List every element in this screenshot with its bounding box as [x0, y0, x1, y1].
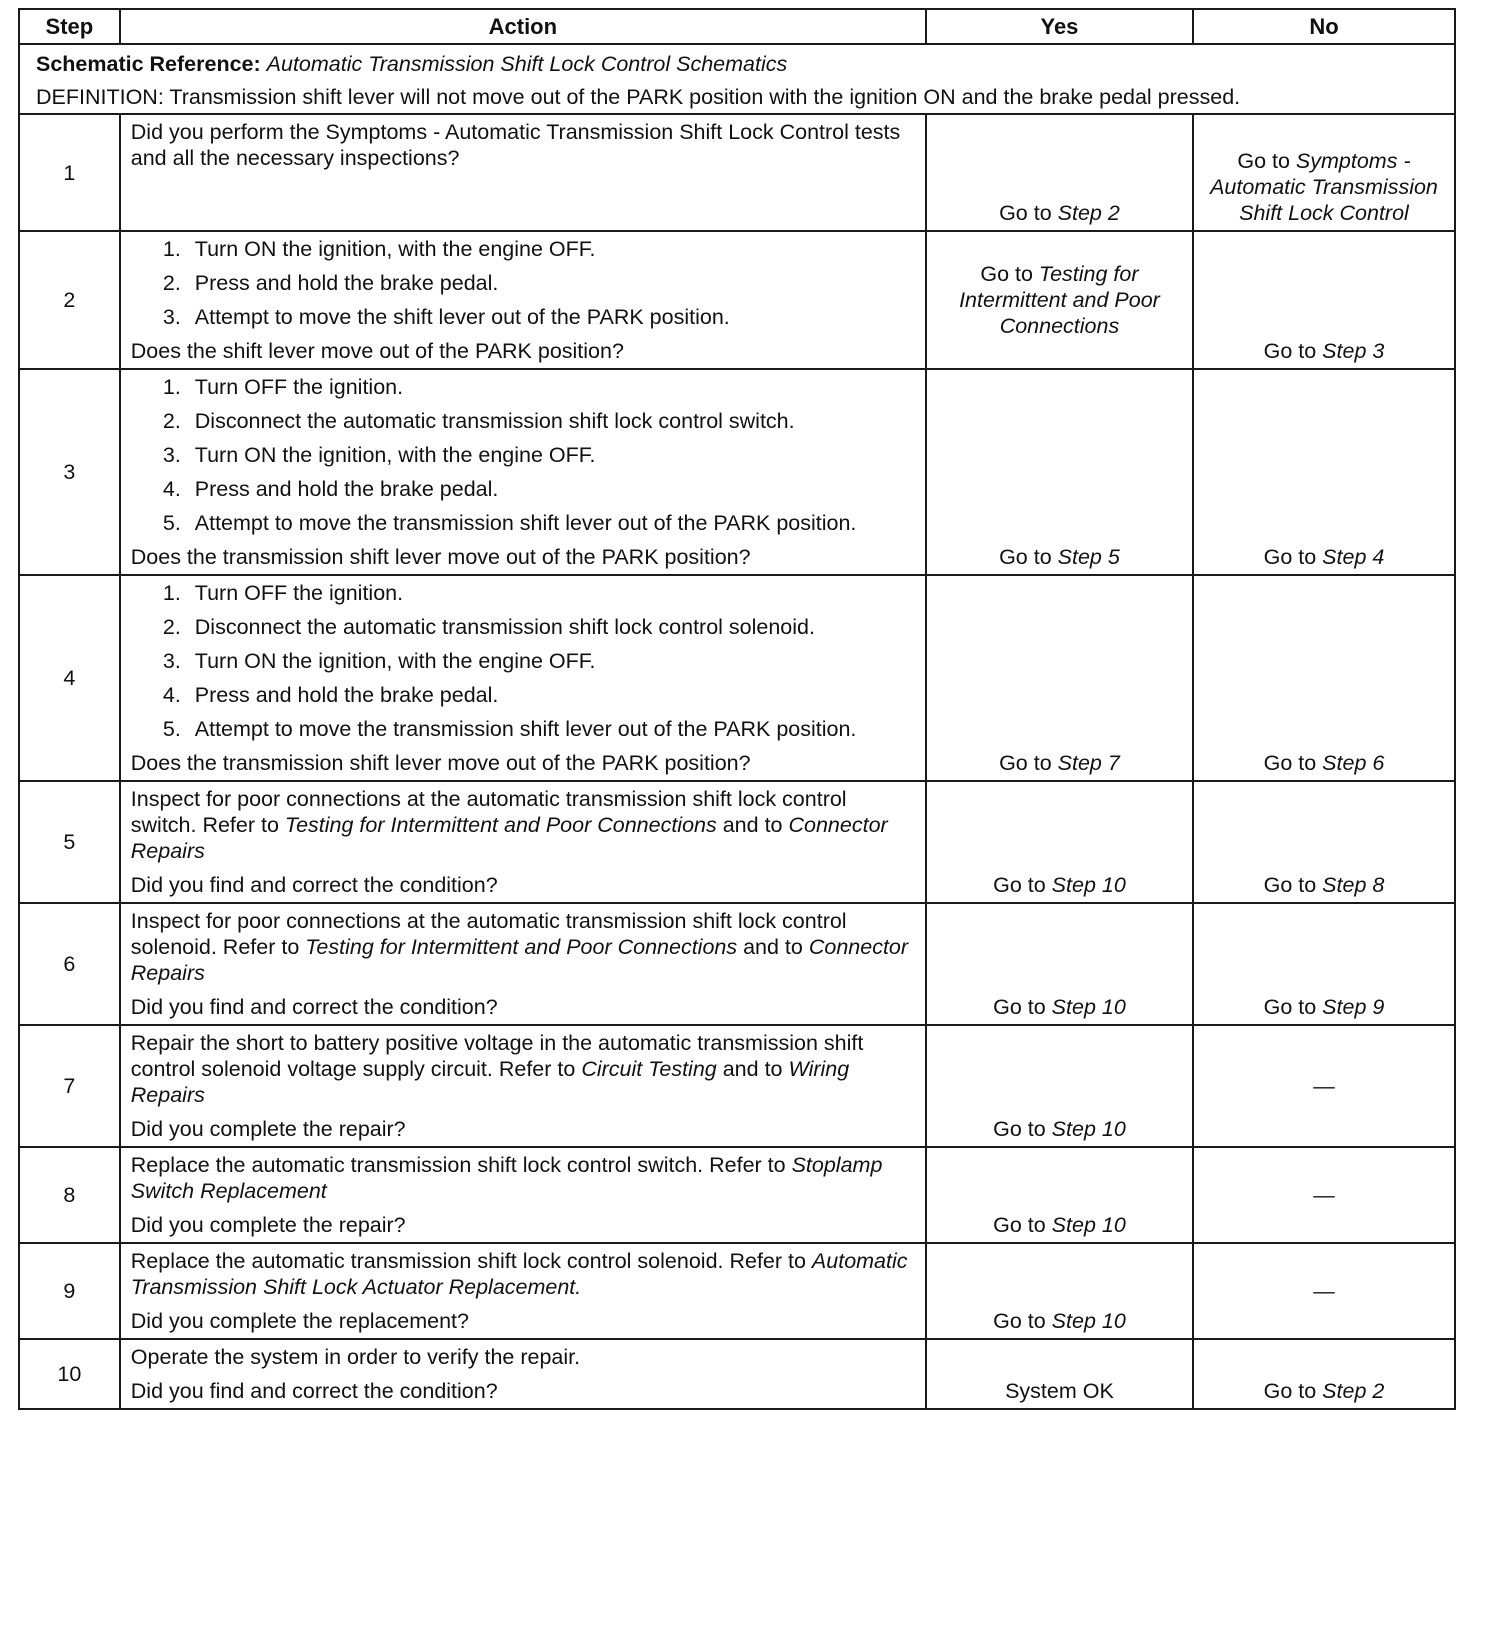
list-item: 4. Press and hold the brake pedal.	[187, 682, 915, 708]
dash-mark: —	[1313, 1074, 1335, 1098]
schematic-reference	[36, 51, 1442, 77]
no-cell	[1193, 1025, 1455, 1147]
action-question: Did you complete the replacement?	[130, 1309, 469, 1333]
step-number: 5	[19, 781, 120, 903]
action-question: Did you find and correct the condition?	[130, 873, 498, 897]
no-prefix: Go to	[1263, 873, 1323, 897]
list-item: 3. Turn ON the ignition, with the engine OFF.	[187, 648, 915, 674]
action-question: Does the transmission shift lever move out of the PARK position?	[130, 545, 751, 569]
header-yes: Yes	[926, 9, 1193, 44]
yes-link[interactable]: Step 10	[1051, 873, 1126, 897]
dash-mark: —	[1313, 1183, 1335, 1207]
list-item: 2. Disconnect the automatic transmission shift lock control solenoid.	[187, 614, 915, 640]
action-question: Did you complete the repair?	[130, 1117, 406, 1141]
yes-cell	[926, 231, 1193, 369]
table-row	[19, 1147, 1455, 1243]
list-item: 5. Attempt to move the transmission shift lever out of the PARK position.	[187, 510, 915, 536]
action-text-b: and to	[737, 935, 809, 959]
diagnostic-table	[18, 8, 1456, 1410]
table-row	[19, 575, 1455, 781]
list-item: 3. Attempt to move the shift lever out of the PARK position.	[187, 304, 915, 330]
action-list	[131, 236, 915, 330]
no-link[interactable]: Step 8	[1322, 873, 1385, 897]
step-number: 10	[19, 1339, 120, 1409]
no-cell	[1193, 1147, 1455, 1243]
step-number: 3	[19, 369, 120, 575]
action-text-a: Repair the short to battery positive voltage in the automatic transmission shift control solenoid voltage supply circuit. Refer to	[130, 1031, 864, 1081]
header-step: Step	[19, 9, 120, 44]
yes-link[interactable]: Step 5	[1057, 545, 1120, 569]
action-text: Did you perform the Symptoms - Automatic Transmission Shift Lock Control tests and all the necessary inspections?	[130, 120, 901, 170]
action-cell	[120, 781, 926, 903]
no-link[interactable]: Step 9	[1322, 995, 1385, 1019]
yes-link[interactable]: Step 10	[1051, 1213, 1126, 1237]
action-cell	[120, 575, 926, 781]
no-cell	[1193, 369, 1455, 575]
action-text-a: Inspect for poor connections at the automatic transmission shift lock control switch. Refer to	[130, 787, 847, 837]
reference-link[interactable]: Connector Repairs	[130, 935, 909, 985]
action-cell	[120, 1243, 926, 1339]
schematic-reference-label: Schematic Reference:	[36, 52, 261, 76]
yes-prefix: Go to	[999, 751, 1058, 775]
action-question: Did you complete the repair?	[130, 1213, 406, 1237]
yes-link[interactable]: Step 10	[1051, 1117, 1126, 1141]
reference-link[interactable]: Stoplamp Switch Replacement	[130, 1153, 883, 1203]
action-text-a: Inspect for poor connections at the automatic transmission shift lock control solenoid. Refer to	[130, 909, 847, 959]
no-prefix: Go to	[1263, 339, 1323, 363]
action-text	[131, 786, 915, 864]
action-cell	[120, 114, 926, 231]
yes-prefix: Go to	[999, 545, 1058, 569]
table-row	[19, 781, 1455, 903]
yes-link[interactable]: Step 10	[1051, 995, 1126, 1019]
action-cell	[120, 1025, 926, 1147]
yes-cell	[926, 781, 1193, 903]
list-item: 5. Attempt to move the transmission shift lever out of the PARK position.	[187, 716, 915, 742]
step-number: 7	[19, 1025, 120, 1147]
yes-cell	[926, 114, 1193, 231]
action-question: Did you find and correct the condition?	[130, 995, 498, 1019]
action-text	[131, 908, 915, 986]
schematic-reference-link[interactable]: Automatic Transmission Shift Lock Control Schematics	[266, 52, 788, 76]
yes-prefix: Go to	[993, 1213, 1052, 1237]
action-text	[131, 1152, 915, 1204]
table-row	[19, 1025, 1455, 1147]
table-row	[19, 1243, 1455, 1339]
reference-row	[19, 44, 1455, 114]
action-cell	[120, 231, 926, 369]
no-cell	[1193, 114, 1455, 231]
table-row	[19, 114, 1455, 231]
no-cell	[1193, 1339, 1455, 1409]
table-row	[19, 1339, 1455, 1409]
yes-prefix: Go to	[993, 995, 1052, 1019]
reference-link[interactable]: Automatic Transmission Shift Lock Actuator Replacement.	[130, 1249, 908, 1299]
header-no: No	[1193, 9, 1455, 44]
dash-mark: —	[1313, 1279, 1335, 1303]
reference-link[interactable]: Testing for Intermittent and Poor Connections	[305, 935, 738, 959]
list-item: 3. Turn ON the ignition, with the engine OFF.	[187, 442, 915, 468]
table-row	[19, 231, 1455, 369]
action-question: Does the shift lever move out of the PARK position?	[130, 339, 624, 363]
yes-link[interactable]: Step 7	[1057, 751, 1120, 775]
action-text-b: and to	[716, 813, 789, 837]
definition-text: DEFINITION: Transmission shift lever will not move out of the PARK position with the ignition ON and the brake pedal pressed.	[36, 85, 1241, 109]
action-question: Did you find and correct the condition?	[130, 1379, 498, 1403]
no-link[interactable]: Step 2	[1322, 1379, 1385, 1403]
action-cell	[120, 1147, 926, 1243]
yes-text: System OK	[1005, 1379, 1114, 1403]
no-cell	[1193, 903, 1455, 1025]
action-text	[131, 1248, 915, 1300]
reference-link[interactable]: Wiring Repairs	[130, 1057, 850, 1107]
action-text-b: and to	[716, 1057, 789, 1081]
yes-cell	[926, 369, 1193, 575]
no-prefix: Go to	[1263, 751, 1323, 775]
action-cell	[120, 903, 926, 1025]
action-text-a: Replace the automatic transmission shift lock control switch. Refer to	[130, 1153, 792, 1177]
yes-prefix: Go to	[993, 1309, 1052, 1333]
table-row	[19, 903, 1455, 1025]
step-number: 9	[19, 1243, 120, 1339]
no-prefix: Go to	[1263, 1379, 1323, 1403]
action-question: Does the transmission shift lever move out of the PARK position?	[130, 751, 751, 775]
action-list	[131, 374, 915, 536]
step-number: 8	[19, 1147, 120, 1243]
no-prefix: Go to	[1263, 545, 1323, 569]
no-cell	[1193, 781, 1455, 903]
yes-cell	[926, 1339, 1193, 1409]
yes-cell	[926, 575, 1193, 781]
no-link[interactable]: Step 6	[1322, 751, 1385, 775]
list-item: 4. Press and hold the brake pedal.	[187, 476, 915, 502]
action-list	[131, 580, 915, 742]
list-item: 2. Press and hold the brake pedal.	[187, 270, 915, 296]
yes-link[interactable]: Step 2	[1057, 201, 1120, 225]
action-cell	[120, 369, 926, 575]
yes-prefix: Go to	[993, 873, 1052, 897]
yes-link[interactable]: Step 10	[1051, 1309, 1126, 1333]
no-cell	[1193, 231, 1455, 369]
step-number: 6	[19, 903, 120, 1025]
yes-cell	[926, 1243, 1193, 1339]
list-item: 1. Turn ON the ignition, with the engine OFF.	[187, 236, 915, 262]
no-link[interactable]: Symptoms - Automatic Transmission Shift Lock Control	[1210, 149, 1438, 225]
action-cell	[120, 1339, 926, 1409]
no-cell	[1193, 1243, 1455, 1339]
no-link[interactable]: Step 3	[1322, 339, 1385, 363]
table-row	[19, 369, 1455, 575]
step-number: 4	[19, 575, 120, 781]
yes-link[interactable]: Testing for Intermittent and Poor Connections	[959, 262, 1160, 338]
reference-link[interactable]: Connector Repairs	[130, 813, 888, 863]
list-item: 2. Disconnect the automatic transmission shift lock control switch.	[187, 408, 915, 434]
step-number: 1	[19, 114, 120, 231]
no-prefix: Go to	[1237, 149, 1296, 173]
action-text: Operate the system in order to verify the repair.	[130, 1345, 581, 1369]
step-number: 2	[19, 231, 120, 369]
list-item: 1. Turn OFF the ignition.	[187, 580, 915, 606]
no-cell	[1193, 575, 1455, 781]
header-row	[19, 9, 1455, 44]
no-prefix: Go to	[1263, 995, 1323, 1019]
header-action: Action	[120, 9, 926, 44]
action-text-a: Replace the automatic transmission shift lock control solenoid. Refer to	[130, 1249, 812, 1273]
reference-link[interactable]: Circuit Testing	[581, 1057, 717, 1081]
reference-link[interactable]: Testing for Intermittent and Poor Connections	[284, 813, 717, 837]
yes-prefix: Go to	[980, 262, 1039, 286]
yes-prefix: Go to	[993, 1117, 1052, 1141]
action-text	[131, 1030, 915, 1108]
yes-cell	[926, 1147, 1193, 1243]
reference-cell	[19, 44, 1455, 114]
no-link[interactable]: Step 4	[1322, 545, 1385, 569]
yes-cell	[926, 903, 1193, 1025]
yes-cell	[926, 1025, 1193, 1147]
yes-prefix: Go to	[999, 201, 1058, 225]
list-item: 1. Turn OFF the ignition.	[187, 374, 915, 400]
